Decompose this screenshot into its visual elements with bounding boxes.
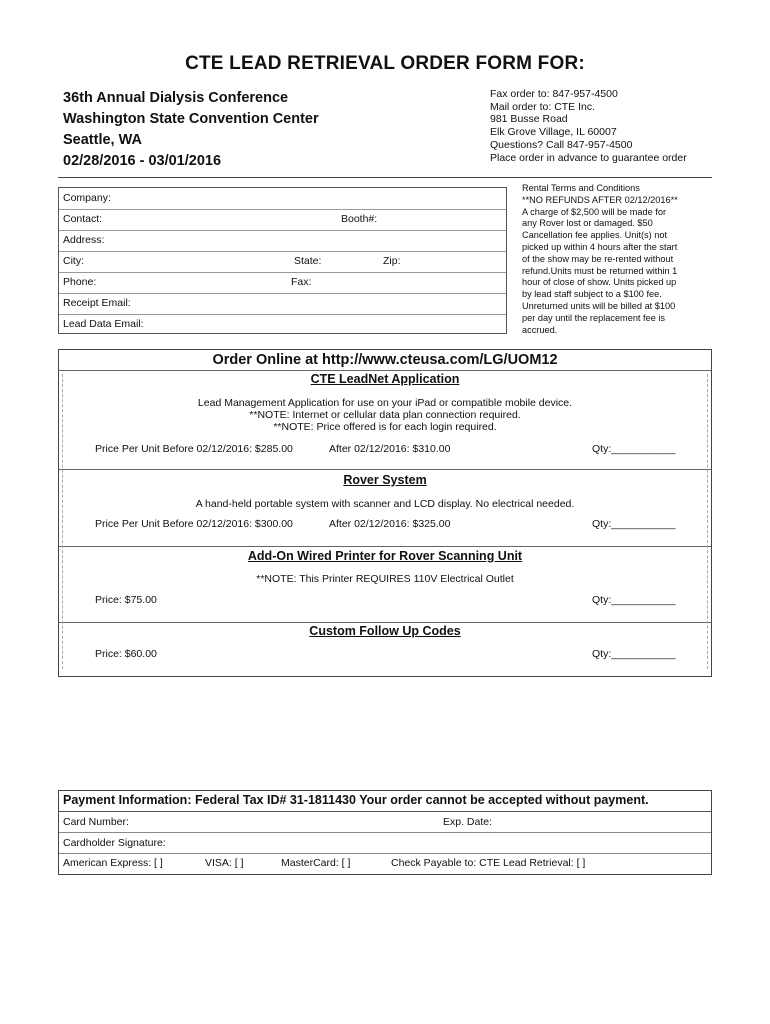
event-name: 36th Annual Dialysis Conference [63, 90, 289, 106]
phone-label: Phone: [63, 276, 97, 288]
state-label: State: [294, 255, 322, 267]
printer-desc: **NOTE: This Printer REQUIRES 110V Electrical Outlet [256, 573, 514, 585]
leadnet-desc-1: Lead Management Application for use on your iPad or compatible mobile device. [197, 397, 573, 409]
order-box [58, 349, 712, 677]
rental-terms-line: any Rover lost or damaged. $50 [522, 218, 653, 229]
company-label: Company: [63, 192, 111, 204]
event-venue: Washington State Convention Center [63, 111, 319, 127]
event-city: Seattle, WA [63, 132, 142, 148]
leadnet-price-after: After 02/12/2016: $310.00 [329, 443, 451, 455]
rental-terms-line: Cancellation fee applies. Unit(s) not [522, 230, 668, 241]
section-divider [59, 370, 711, 371]
phone-fax-field[interactable] [59, 272, 506, 294]
lead-data-email-label: Lead Data Email: [63, 318, 144, 330]
signature-row[interactable] [59, 833, 711, 854]
fax-line: Fax order to: 847-957-4500 [490, 88, 618, 100]
address-label: Address: [63, 234, 105, 246]
rental-terms [522, 183, 712, 336]
section-divider [59, 469, 711, 470]
left-dash-guide [62, 374, 63, 669]
form-title: CTE LEAD RETRIEVAL ORDER FORM FOR: [185, 53, 585, 74]
contact-field[interactable] [59, 209, 506, 231]
rental-terms-line: per day until the replacement fee is [522, 312, 665, 323]
rover-desc: A hand-held portable system with scanner and LCD display. No electrical needed. [195, 498, 575, 510]
event-info [63, 88, 319, 172]
fax-label: Fax: [291, 276, 312, 288]
receipt-email-field[interactable] [59, 293, 506, 315]
questions-line: Questions? Call 847-957-4500 [490, 138, 633, 151]
section-divider [59, 546, 711, 547]
check-payable-checkbox[interactable]: Check Payable to: CTE Lead Retrieval: [ ] [391, 857, 586, 869]
customer-info-box [58, 187, 507, 334]
leadnet-desc-3: **NOTE: Price offered is for each login required. [273, 421, 497, 433]
mail-line: Mail order to: CTE Inc. [490, 100, 596, 113]
exp-date-label: Exp. Date: [443, 816, 493, 828]
rental-terms-line: Rental Terms and Conditions [522, 183, 640, 193]
zip-label: Zip: [383, 255, 401, 267]
order-contact-info [490, 88, 687, 164]
rover-title: Rover System [343, 473, 427, 487]
rental-terms-line: hour of close of show. Units picked up [522, 277, 677, 288]
payment-heading: Payment Information: Federal Tax ID# 31-1811430 Your order cannot be accepted without payment. [63, 793, 649, 807]
right-dash-guide [707, 374, 708, 669]
advance-line: Place order in advance to guarantee order [490, 151, 687, 164]
signature-label: Cardholder Signature: [63, 837, 166, 849]
leadnet-title: CTE LeadNet Application [310, 372, 460, 386]
city-line: Elk Grove Village, IL 60007 [490, 126, 617, 139]
mastercard-checkbox[interactable]: MasterCard: [ ] [281, 857, 351, 869]
rental-terms-line: Unreturned units will be billed at $100 [522, 300, 676, 311]
receipt-email-label: Receipt Email: [63, 297, 131, 309]
rental-terms-line: by lead staff subject to a $100 fee. [522, 289, 662, 300]
payment-heading-row [59, 791, 711, 812]
rental-terms-line: **NO REFUNDS AFTER 02/12/2016** [522, 194, 678, 205]
codes-title: Custom Follow Up Codes [309, 624, 461, 638]
city-label: City: [63, 255, 84, 267]
leadnet-price-before: Price Per Unit Before 02/12/2016: $285.00 [95, 443, 293, 455]
rover-qty-field[interactable]: Qty:___________ [592, 518, 676, 530]
card-number-row[interactable] [59, 812, 711, 833]
rover-price-before: Price Per Unit Before 02/12/2016: $300.00 [95, 518, 293, 530]
printer-title: Add-On Wired Printer for Rover Scanning Unit [247, 549, 523, 563]
rental-terms-line: refund.Units must be returned within 1 [522, 265, 678, 276]
printer-price: Price: $75.00 [95, 594, 157, 606]
rental-terms-line: accrued. [522, 324, 558, 335]
leadnet-qty-field[interactable]: Qty:___________ [592, 443, 676, 455]
booth-label: Booth#: [341, 213, 378, 225]
city-state-zip-field[interactable] [59, 251, 506, 273]
visa-checkbox[interactable]: VISA: [ ] [205, 857, 244, 869]
rover-price-after: After 02/12/2016: $325.00 [329, 518, 451, 530]
address-field[interactable] [59, 230, 506, 252]
street-line: 981 Busse Road [490, 113, 568, 126]
event-dates: 02/28/2016 - 03/01/2016 [63, 153, 222, 169]
rental-terms-line: picked up within 4 hours after the start [522, 241, 678, 252]
card-number-label: Card Number: [63, 816, 129, 828]
payment-box [58, 790, 712, 875]
header-divider [58, 177, 712, 178]
payment-method-row [59, 854, 711, 874]
rental-terms-line: A charge of $2,500 will be made for [522, 206, 667, 217]
order-online-heading: Order Online at http://www.cteusa.com/LG/UOM12 [212, 352, 558, 368]
codes-price: Price: $60.00 [95, 648, 157, 660]
printer-qty-field[interactable]: Qty:___________ [592, 594, 676, 606]
codes-qty-field[interactable]: Qty:___________ [592, 648, 676, 660]
leadnet-desc-2: **NOTE: Internet or cellular data plan connection required. [249, 409, 521, 421]
contact-label: Contact: [63, 213, 103, 225]
rental-terms-line: of the show may be re-rented without [522, 253, 674, 264]
company-field[interactable] [59, 188, 506, 210]
lead-data-email-field[interactable] [59, 314, 506, 335]
amex-checkbox[interactable]: American Express: [ ] [63, 857, 163, 869]
section-divider [59, 622, 711, 623]
